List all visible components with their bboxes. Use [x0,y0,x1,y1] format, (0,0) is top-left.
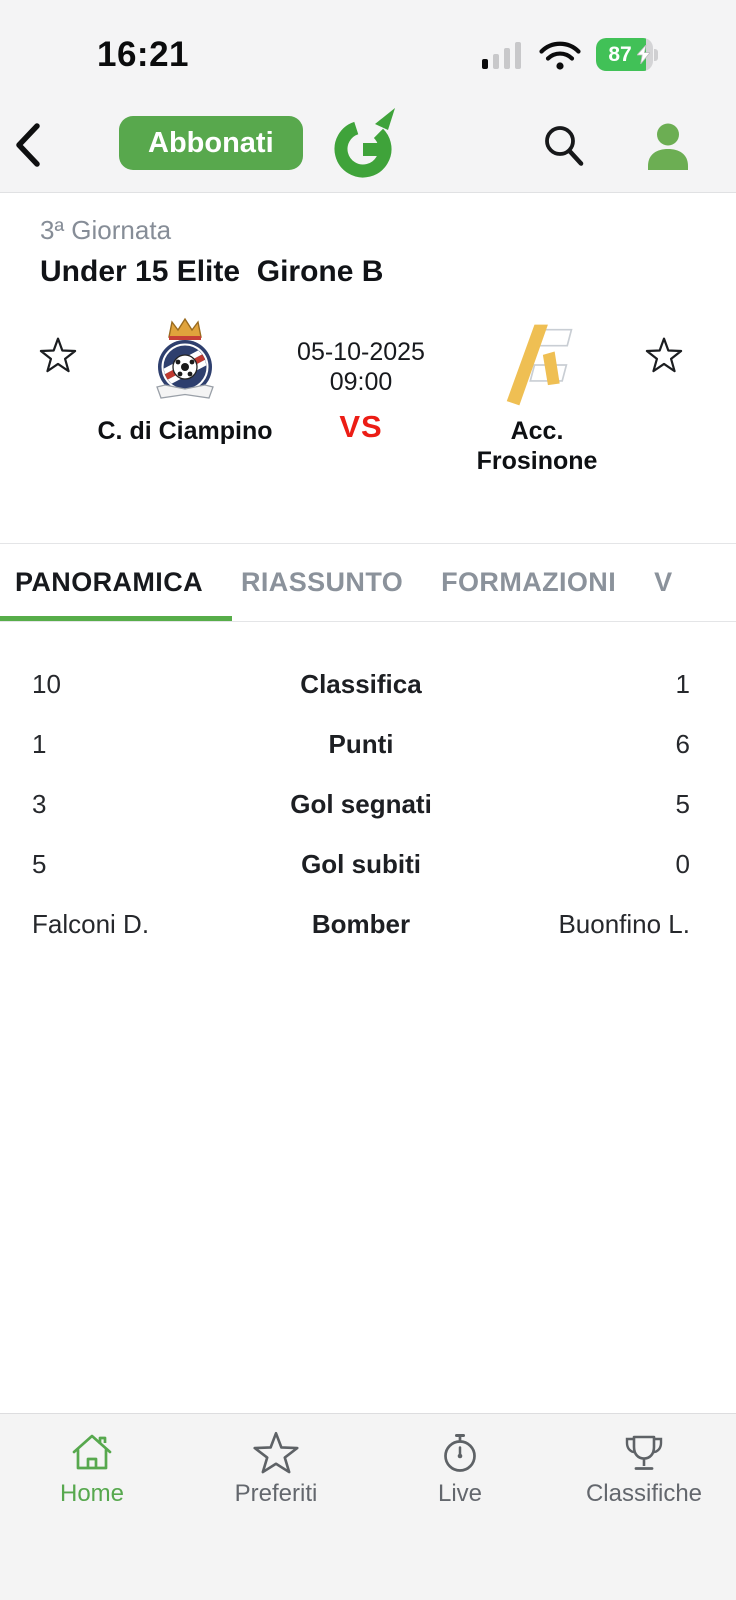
match-row [0,325,736,476]
app-logo-g-icon[interactable] [330,106,396,184]
chevron-left-icon [14,121,44,169]
stat-label: Bomber [311,908,411,939]
tab-bar [0,543,736,622]
stat-row-gol-subiti [0,834,736,894]
nav-label: Classifiche [585,1480,703,1507]
home-team[interactable] [90,325,280,447]
stat-away-value: 5 [675,788,691,819]
match-date: 05-10-2025 [297,338,425,366]
profile-button[interactable] [644,121,692,171]
stopwatch-icon [436,1430,484,1476]
nav-item-classifiche[interactable] [552,1430,736,1508]
stat-home-value: 5 [32,848,47,879]
stat-home-value: 1 [32,728,47,759]
tab-video[interactable]: V [654,567,673,597]
stat-away-value: Buonfino L. [558,908,690,939]
status-time: 16:21 [97,34,190,74]
stat-row-gol-segnati [0,774,736,834]
tab-panoramica[interactable]: PANORAMICA [15,567,203,597]
wifi-icon [538,39,582,71]
charging-bolt-icon [637,45,650,64]
active-tab-underline [0,616,232,621]
trophy-icon [620,1430,668,1476]
nav-label: Preferiti [234,1480,318,1507]
nav-label: Live [437,1480,483,1507]
app-header [0,97,736,193]
battery-percent: 87 [608,43,632,66]
favorite-away-button[interactable] [632,325,696,374]
home-team-name: C. di Ciampino [97,417,273,445]
stat-label: Punti [328,728,394,759]
favorite-home-button[interactable] [26,325,90,374]
away-team-crest [499,325,575,407]
stat-home-value: 10 [32,668,61,699]
tab-formazioni[interactable]: FORMAZIONI [441,567,617,597]
search-button[interactable] [540,122,588,170]
home-team-crest [145,325,225,407]
tab-riassunto[interactable]: RIASSUNTO [241,567,404,597]
match-info [280,325,442,445]
competition-title: Under 15 Elite Girone B [40,255,384,288]
battery-icon [596,38,658,71]
star-icon [252,1430,300,1476]
stats-comparison-list [0,622,736,954]
stat-label: Gol segnati [290,788,432,819]
vs-label: VS [339,409,383,444]
away-team[interactable] [442,325,632,476]
home-icon [68,1430,116,1476]
nav-item-home[interactable] [0,1430,184,1508]
nav-item-live[interactable] [368,1430,552,1508]
stat-row-classifica [0,654,736,714]
person-icon [644,121,692,171]
subscribe-button[interactable]: Abbonati [119,116,303,170]
stat-label: Classifica [300,668,422,699]
stat-label: Gol subiti [301,848,421,879]
star-outline-icon [645,337,683,374]
round-label: 3ª Giornata [40,215,172,245]
match-header-card [0,193,736,543]
stat-row-punti [0,714,736,774]
star-outline-icon [39,337,77,374]
bottom-navigation [0,1413,736,1600]
stat-row-bomber [0,894,736,954]
stat-away-value: 1 [675,668,690,699]
signal-strength-icon [482,40,524,70]
stat-away-value: 0 [675,848,691,879]
nav-item-preferiti[interactable] [184,1430,368,1508]
match-time: 09:00 [329,368,393,396]
stat-home-value: Falconi D. [32,908,150,939]
search-icon [540,122,588,170]
stat-away-value: 6 [675,728,690,759]
nav-label: Home [59,1480,125,1507]
back-button[interactable] [14,121,44,169]
status-icons [482,38,658,71]
status-bar [0,0,736,97]
away-team-name: Acc. Frosinone [476,417,598,475]
stat-home-value: 3 [32,788,47,819]
